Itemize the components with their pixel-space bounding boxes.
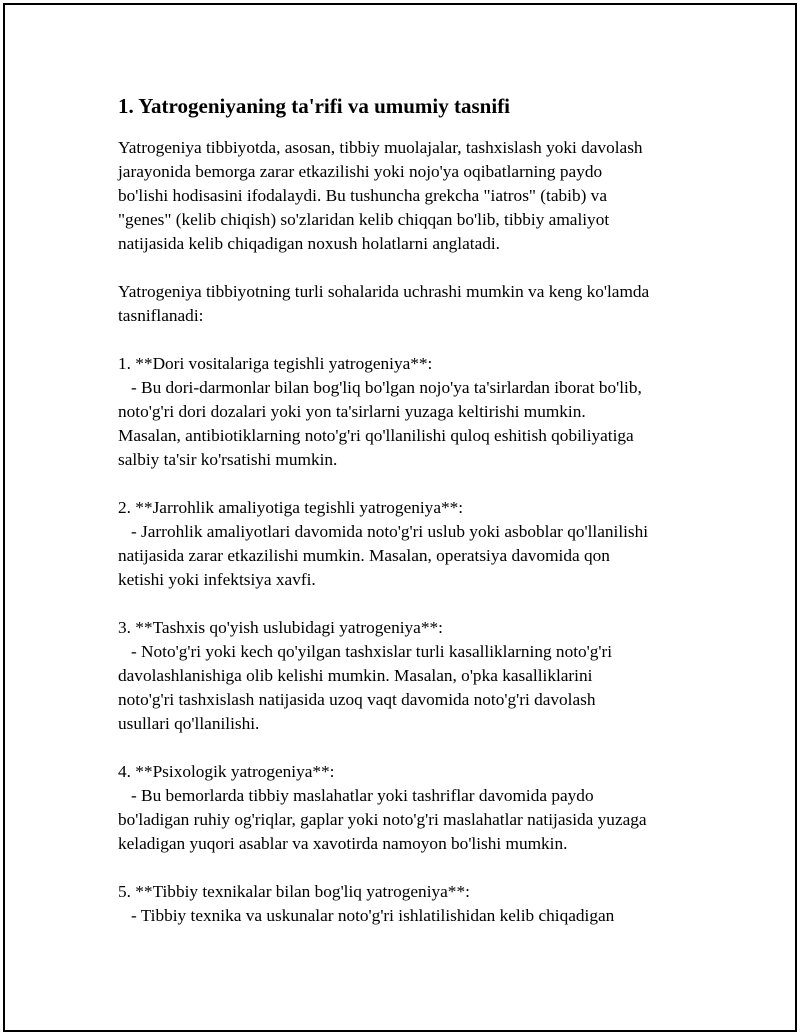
text-line: Yatrogeniya tibbiyotning turli sohalarida uchrashi mumkin va keng ko'lamda [118,282,650,301]
list-item-heading: 2. **Jarrohlik amaliyotiga tegishli yatrogeniya**: [118,498,464,517]
text-line: Masalan, antibiotiklarning noto'g'ri qo'llanilishi quloq eshitish qobiliyatiga [118,426,634,445]
text-line: - Tibbiy texnika va uskunalar noto'g'ri ishlatilishidan kelib chiqadigan [118,906,615,925]
section-heading: 1. Yatrogeniyaning ta'rifi va umumiy tasnifi [118,94,511,118]
blank-line [118,472,718,496]
text-line: - Jarrohlik amaliyotlari davomida noto'g'ri uslub yoki asboblar qo'llanilishi [118,522,649,541]
text-line: - Noto'g'ri yoki kech qo'yilgan tashxislar turli kasalliklarning noto'g'ri [118,642,613,661]
text-line: "genes" (kelib chiqish) so'zlaridan kelib chiqqan bo'lib, tibbiy amaliyot [118,210,610,229]
text-line: bo'ladigan ruhiy og'riqlar, gaplar yoki noto'g'ri maslahatlar natijasida yuzaga [118,810,647,829]
blank-line [118,328,718,352]
text-line: natijasida zarar etkazilishi mumkin. Masalan, operatsiya davomida qon [118,546,610,565]
list-item-heading: 4. **Psixologik yatrogeniya**: [118,762,335,781]
text-line: keladigan yuqori asablar va xavotirda namoyon bo'lishi mumkin. [118,834,568,853]
text-line: noto'g'ri tashxislash natijasida uzoq vaqt davomida noto'g'ri davolash [118,690,596,709]
list-item-heading: 5. **Tibbiy texnikalar bilan bog'liq yatrogeniya**: [118,882,470,901]
text-line: davolashlanishiga olib kelishi mumkin. Masalan, o'pka kasalliklarini [118,666,593,685]
blank-line [118,736,718,760]
text-line: ketishi yoki infektsiya xavfi. [118,570,316,589]
text-line: jarayonida bemorga zarar etkazilishi yoki nojo'ya oqibatlarning paydo [118,162,603,181]
text-line: - Bu dori-darmonlar bilan bog'liq bo'lgan nojo'ya ta'sirlardan iborat bo'lib, [118,378,642,397]
document-body [118,92,718,928]
list-item-heading: 1. **Dori vositalariga tegishli yatrogeniya**: [118,354,433,373]
text-line: natijasida kelib chiqadigan noxush holatlarni anglatadi. [118,234,501,253]
text-line: - Bu bemorlarda tibbiy maslahatlar yoki tashriflar davomida paydo [118,786,594,805]
text-line: bo'lishi hodisasini ifodalaydi. Bu tushuncha grekcha "iatros" (tabib) va [118,186,607,205]
blank-line [118,592,718,616]
text-line: noto'g'ri dori dozalari yoki yon ta'sirlarni yuzaga keltirishi mumkin. [118,402,586,421]
text-line: tasniflanadi: [118,306,204,325]
blank-line [118,256,718,280]
text-line: salbiy ta'sir ko'rsatishi mumkin. [118,450,338,469]
text-line: Yatrogeniya tibbiyotda, asosan, tibbiy muolajalar, tashxislash yoki davolash [118,138,643,157]
text-line: usullari qo'llanilishi. [118,714,260,733]
body-text [118,136,718,928]
blank-line [118,856,718,880]
list-item-heading: 3. **Tashxis qo'yish uslubidagi yatrogeniya**: [118,618,443,637]
